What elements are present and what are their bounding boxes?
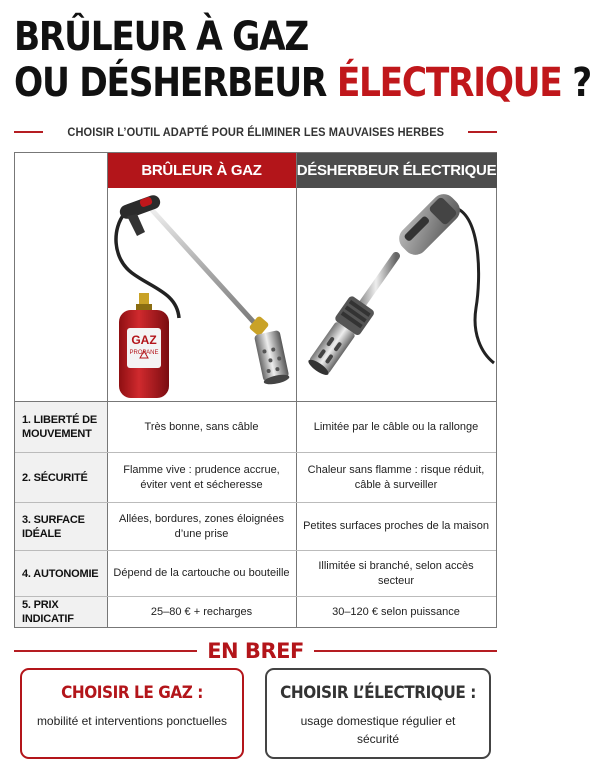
electric-cell: 30–120 € selon puissance: [332, 605, 460, 618]
electric-summary-text: usage domestique régulier et sécurité: [300, 714, 456, 746]
row-label: 2. SÉCURITÉ: [15, 453, 107, 502]
subtitle: CHOISIR L’OUTIL ADAPTÉ POUR ÉLIMINER LES MAUVAISES HERBES: [67, 125, 444, 139]
gas-cell: Flamme vive : prudence accrue, éviter vent et sécheresse: [123, 463, 280, 491]
gas-cell: Dépend de la cartouche ou bouteille: [113, 567, 290, 579]
gas-torch-with-propane-canister-icon: [107, 188, 296, 401]
electric-summary-box: [265, 668, 491, 759]
canister-label: GAZ: [131, 333, 157, 347]
brief-header-row: [14, 638, 497, 664]
subtitle-rule-left: [14, 131, 43, 133]
column-header-electric: DÉSHERBEUR ÉLECTRIQUE: [296, 153, 497, 188]
title-line-2-prefix: OU DÉSHERBEUR: [14, 60, 337, 106]
electric-weed-burner-icon: [296, 188, 497, 401]
brief-title: EN BREF: [207, 639, 304, 663]
electric-summary-title: CHOISIR L’ÉLECTRIQUE :: [280, 683, 476, 703]
title-line-1: BRÛLEUR À GAZ: [14, 14, 309, 60]
subtitle-row: [14, 121, 497, 143]
row-label: 5. PRIX INDICATIF: [15, 597, 107, 627]
electric-cell: Limitée par le câble ou la rallonge: [313, 420, 479, 433]
gas-cell: 25–80 € + recharges: [150, 605, 253, 618]
subtitle-rule-right: [468, 131, 497, 133]
table-row: [15, 402, 496, 452]
gas-summary-box: [20, 668, 244, 759]
brief-rule-left: [14, 650, 197, 652]
row-label: 4. AUTONOMIE: [15, 551, 107, 596]
electric-weeder-image: [296, 188, 497, 401]
table-row: [15, 503, 496, 550]
column-header-gas: BRÛLEUR À GAZ: [107, 153, 296, 188]
title-line-2: [14, 60, 591, 106]
infographic-title: [14, 14, 591, 106]
electric-cell: Petites surfaces proches de la maison: [303, 520, 489, 532]
gas-summary-text: mobilité et interventions ponctuelles: [36, 714, 228, 728]
table-row: [15, 453, 496, 502]
brief-rule-right: [314, 650, 497, 652]
gas-cell: Très bonne, sans câble: [144, 420, 259, 433]
electric-cell: Illimitée si branché, selon accès secteur: [318, 559, 474, 587]
gas-cell: Allées, bordures, zones éloignées d’une prise: [118, 512, 285, 540]
title-line-2-suffix: ?: [561, 60, 591, 106]
row-label: 1. LIBERTÉ DE MOUVEMENT: [15, 402, 107, 452]
gas-torch-image: [107, 188, 296, 401]
row-label: 3. SURFACE IDÉALE: [15, 503, 107, 550]
gas-summary-title: CHOISIR LE GAZ :: [61, 683, 203, 703]
table-row: [15, 597, 496, 627]
title-line-2-accent: ÉLECTRIQUE: [336, 60, 562, 106]
electric-cell: Chaleur sans flamme : risque réduit, câble à surveiller: [307, 463, 485, 491]
comparison-table: [14, 152, 497, 628]
canister-sublabel: PROPANE: [129, 350, 159, 356]
table-row: [15, 551, 496, 596]
